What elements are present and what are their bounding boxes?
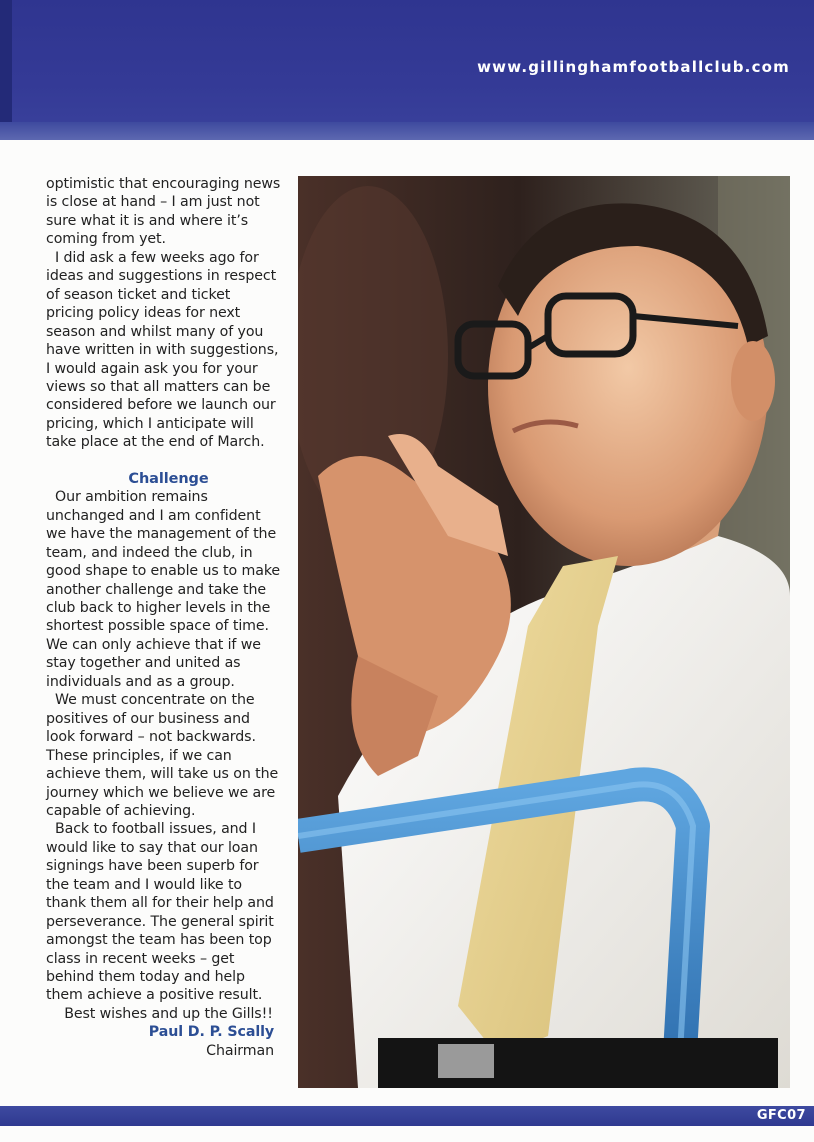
website-url: www.gillinghamfootballclub.com: [477, 58, 790, 76]
section-subheading: Challenge: [128, 470, 209, 487]
article-column: [46, 175, 282, 1060]
header-edge: [0, 0, 12, 140]
header-stripe: [0, 122, 814, 140]
page-header: [0, 0, 814, 140]
chairman-photo-illustration: [298, 176, 790, 1088]
article-paragraph-5: Back to football issues, and I would like to say that our loan signings have been superb for the team and I would like to thank them all for their help and perseverance. The general spirit amongst the team has been top class in recent weeks – get behind them today and help them achieve a positive result.: [46, 821, 274, 1004]
article-paragraph-3: Our ambition remains unchanged and I am confident we have the management of the team, and indeed the club, in good shape to enable us to make another challenge and take the club back to higher levels in the shortest possible space of time. We can only achieve that if we stay together and united as individuals and as a group.: [46, 489, 281, 690]
article-paragraph-4: We must concentrate on the positives of our business and look forward – not backwards. These principles, if we can achieve them, will take us on the journey which we believe we are capable of achieving.: [46, 692, 279, 819]
closing-line: Best wishes and up the Gills!!: [64, 1005, 273, 1022]
page-number: GFC07: [756, 1108, 806, 1123]
page-footer-bar: [0, 1106, 814, 1126]
signature-title: Chairman: [206, 1042, 274, 1059]
article-paragraph-2: I did ask a few weeks ago for ideas and suggestions in respect of season ticket and ticket pricing policy ideas for next season and whilst many of you have written in with suggestions, I would again ask you for your views so that all matters can be considered before we launch our pricing, which I anticipate will take place at the end of March.: [46, 249, 279, 451]
chairman-photo: [298, 176, 790, 1088]
footer-margin: [0, 1126, 814, 1142]
article-paragraph-1: optimistic that encouraging news is close at hand – I am just not sure what it is and where it’s coming from yet.: [46, 176, 281, 248]
signature-name: Paul D. P. Scally: [148, 1024, 274, 1041]
